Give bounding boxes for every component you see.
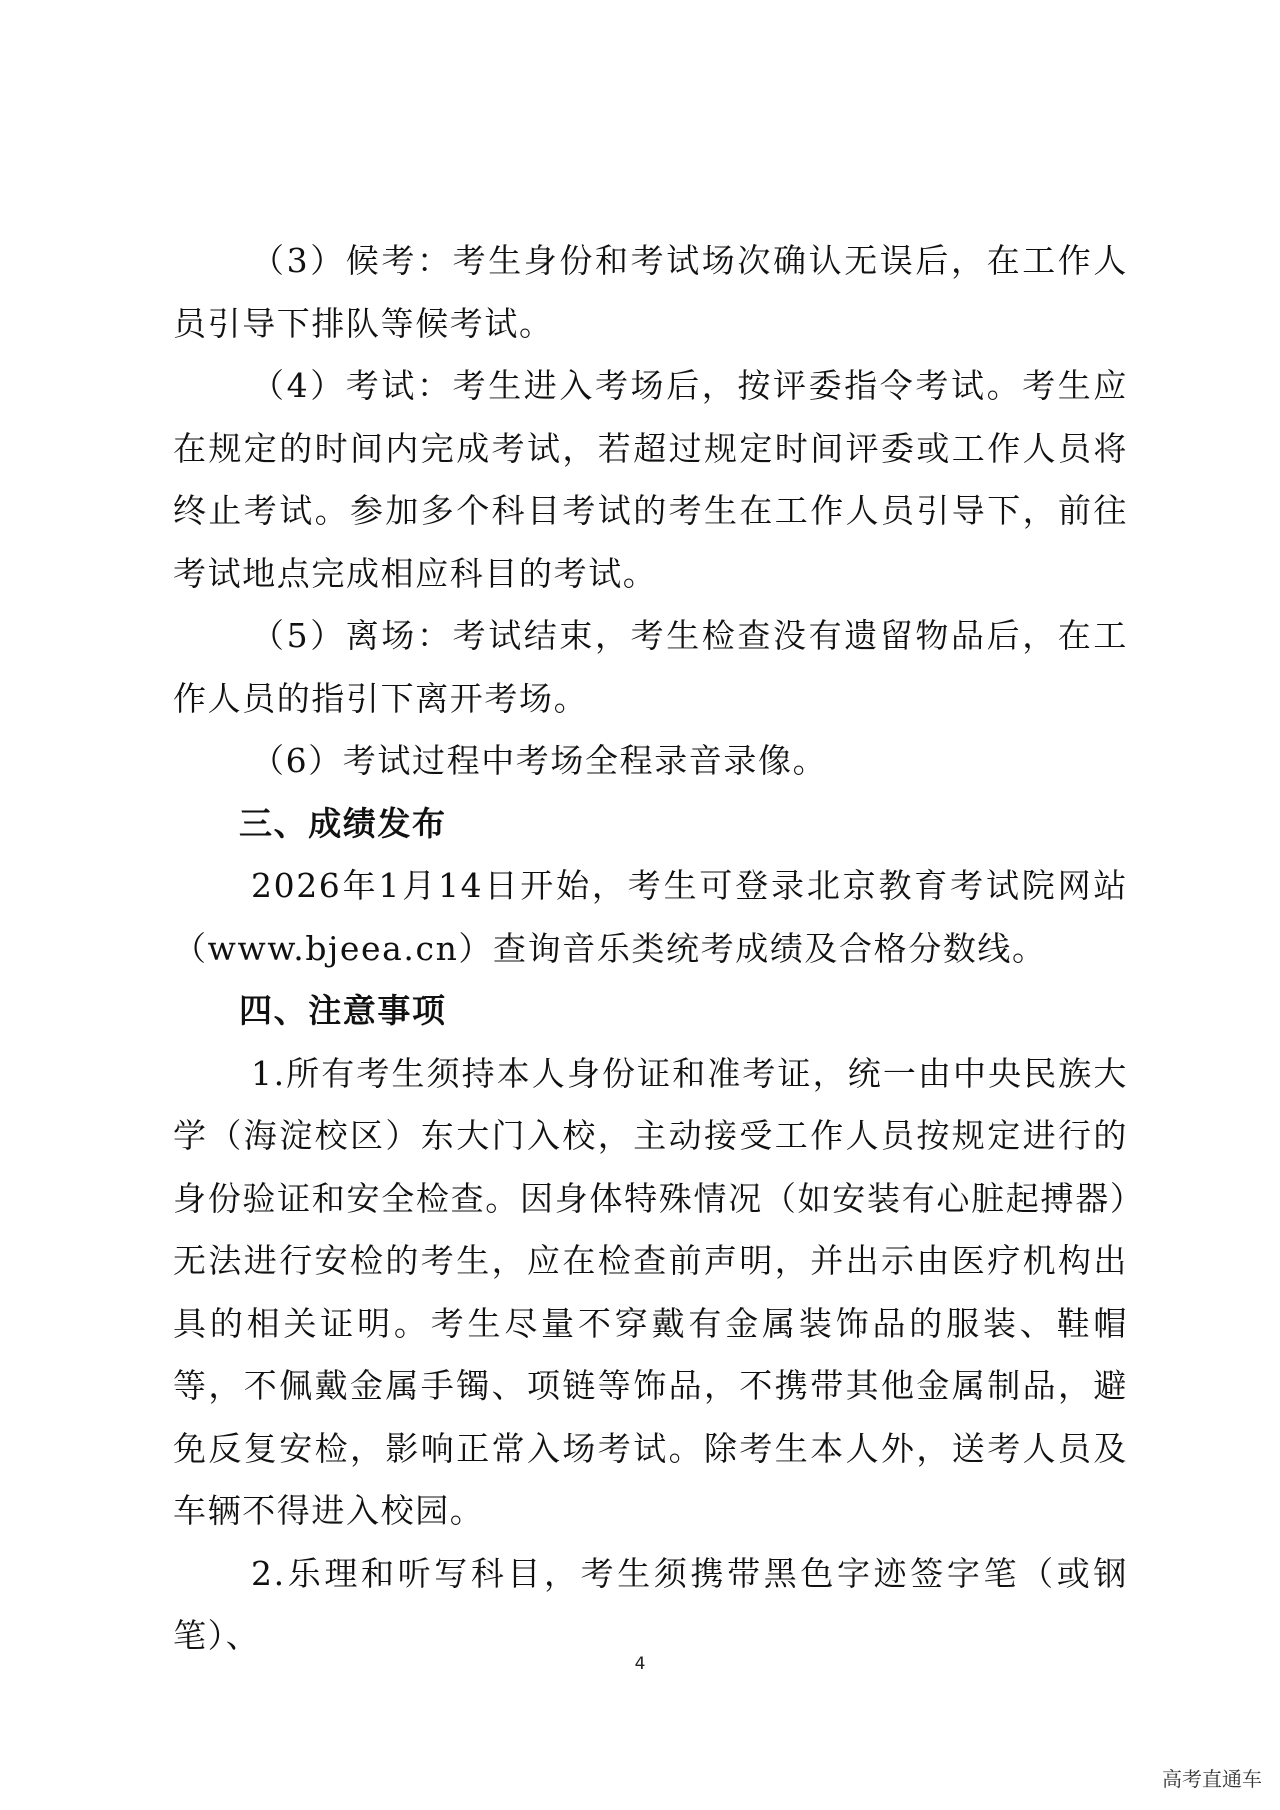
- page-number: 4: [634, 1654, 646, 1674]
- watermark-text: 高考直通车: [1162, 1767, 1262, 1791]
- paragraph-note-1: 1.所有考生须持本人身份证和准考证，统一由中央民族大学（海淀校区）东大门入校，主动接受工作人员按规定进行的身份验证和安全检查。因身体特殊情况（如安装有心脏起搏器）无法进行安检的考生，应在检查前声明，并出示由医疗机构出具的相关证明。考生尽量不穿戴有金属装饰品的服装、鞋帽等，不佩戴金属手镯、项链等饰品，不携带其他金属制品，避免反复安检，影响正常入场考试。除考生本人外，送考人员及车辆不得进入校园。: [173, 1053, 1128, 1530]
- document-body: [173, 230, 1128, 1668]
- paragraph-note-2: 2.乐理和听写科目，考生须携带黑色字迹签字笔（或钢笔）、: [173, 1553, 1128, 1655]
- paragraph-results: 2026年1月14日开始，考生可登录北京教育考试院网站（www.bjeea.cn）查询音乐类统考成绩及合格分数线。: [173, 866, 1128, 968]
- paragraph-recording: （6）考试过程中考场全程录音录像。: [251, 741, 828, 780]
- paragraph-exam: （4）考试：考生进入考场后，按评委指令考试。考生应在规定的时间内完成考试，若超过规定时间评委或工作人员将终止考试。参加多个科目考试的考生在工作人员引导下，前往考试地点完成相应科目的考试。: [173, 366, 1128, 593]
- section-heading-notes: 四、注意事项: [239, 991, 447, 1030]
- paragraph-leave: （5）离场：考试结束，考生检查没有遗留物品后，在工作人员的指引下离开考场。: [173, 616, 1128, 718]
- paragraph-waiting: （3）候考：考生身份和考试场次确认无误后，在工作人员引导下排队等候考试。: [173, 241, 1128, 343]
- section-heading-results: 三、成绩发布: [239, 803, 447, 843]
